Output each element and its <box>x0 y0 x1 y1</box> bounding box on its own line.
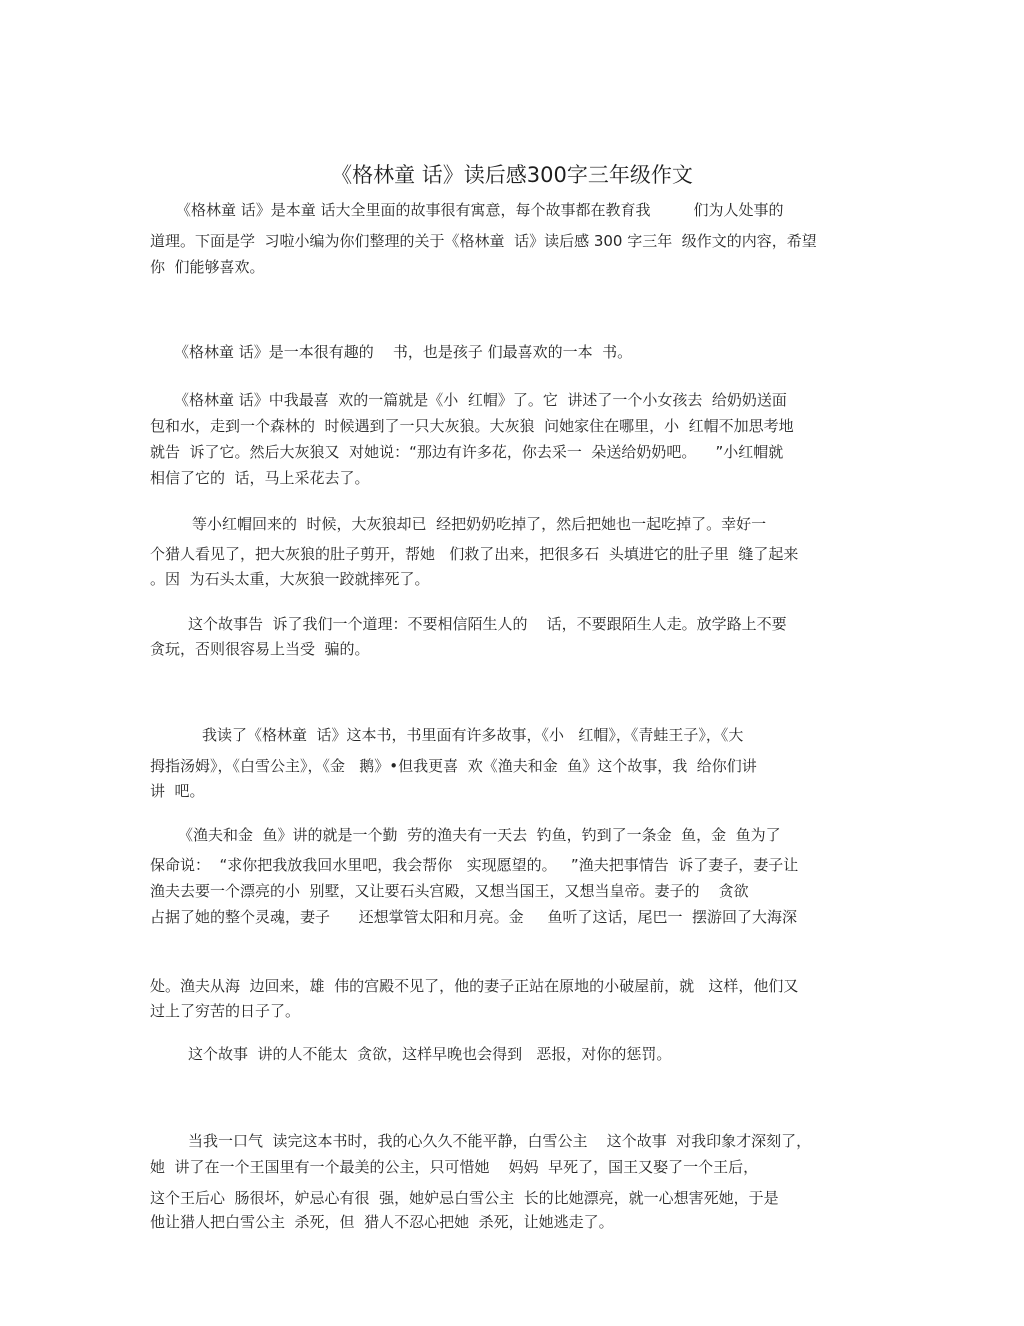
text-line: 相信了它的 话，马上采花去了。 <box>150 469 370 487</box>
text-line: 这个故事 讲的人不能太 贪欲，这样早晚也会得到 恶报，对你的惩罚。 <box>188 1045 672 1063</box>
text-line: 就告 诉了它。然后大灰狼又 对她说：“那边有许多花，你去采一 朵送给奶奶吧。 ”小红帽就 <box>150 443 784 461</box>
text-line: 这个故事告 诉了我们一个道理：不要相信陌生人的 话，不要跟陌生人走。放学路上不要 <box>188 615 787 633</box>
text-line: 渔夫去要一个漂亮的小 别墅，又让要石头宫殿，又想当国王，又想当皇帝。妻子的 贪欲 <box>150 882 749 900</box>
text-line: 。因 为石头太重，大灰狼一跤就摔死了。 <box>150 570 430 588</box>
text-line: 贪玩，否则很容易上当受 骗的。 <box>150 640 370 658</box>
text-line: 当我一口气 读完这本书时，我的心久久不能平静，白雪公主 这个故事 对我印象才深刻了， <box>188 1132 812 1150</box>
text-line: 包和水，走到一个森林的 时候遇到了一只大灰狼。大灰狼 问她家住在哪里，小 红帽不加思考地 <box>150 417 794 435</box>
text-line: 讲 吧。 <box>150 782 205 800</box>
text-line: 他让猎人把白雪公主 杀死，但 猎人不忍心把她 杀死，让她逃走了。 <box>150 1213 614 1231</box>
text-line: 处。渔夫从海 边回来，雄 伟的宫殿不见了，他的妻子正站在原地的小破屋前，就 这样，他们又 <box>150 977 799 995</box>
text-line: 《格林童 话》中我最喜 欢的一篇就是《小 红帽》了。它 讲述了一个小女孩去 给奶奶送面 <box>174 391 787 409</box>
text-line: 《格林童 话》是一本很有趣的 书，也是孩子 们最喜欢的一本 书。 <box>174 343 633 361</box>
text-line: 个猎人看见了，把大灰狼的肚子剪开，帮她 们救了出来，把很多石 头填进它的肚子里 缝了起来 <box>150 545 799 563</box>
document-title: 《格林童 话》读后感300字三年级作文 <box>331 163 693 187</box>
text-line: 保命说： “求你把我放我回水里吧，我会帮你 实现愿望的。 ”渔夫把事情告 诉了妻子，妻子让 <box>150 856 799 874</box>
text-line: 过上了穷苦的日子了。 <box>150 1002 301 1020</box>
text-line: 《格林童 话》是本童 话大全里面的故事很有寓意，每个故事都在教育我 们为人处事的 <box>176 201 784 219</box>
text-line: 这个王后心 肠很坏，妒忌心有很 强，她妒忌白雪公主 长的比她漂亮，就一心想害死她，于是 <box>150 1189 779 1207</box>
text-line: 你 们能够喜欢。 <box>150 258 265 276</box>
text-line: 我读了《格林童 话》这本书，书里面有许多故事，《小 红帽》，《青蛙王子》，《大 <box>202 726 744 744</box>
text-line: 占据了她的整个灵魂，妻子 还想掌管太阳和月亮。金 鱼听了这话，尾巴一 摆游回了大海深 <box>150 908 797 926</box>
text-line: 道理。下面是学 习啦小编为你们整理的关于《格林童 话》读后感 300 字三年 级作文的内容，希望 <box>150 232 817 250</box>
text-line: 《渔夫和金 鱼》讲的就是一个勤 劳的渔夫有一天去 钓鱼，钓到了一条金 鱼，金 鱼为了 <box>178 826 781 844</box>
text-line: 拇指汤姆》，《白雪公主》，《金 鹅》•但我更喜 欢《渔夫和金 鱼》这个故事，我 给你们讲 <box>150 757 757 775</box>
text-line: 她 讲了在一个王国里有一个最美的公主，只可惜她 妈妈 早死了，国王又娶了一个王后， <box>150 1158 759 1176</box>
text-line: 等小红帽回来的 时候，大灰狼却已 经把奶奶吃掉了，然后把她也一起吃掉了。幸好一 <box>192 515 767 533</box>
